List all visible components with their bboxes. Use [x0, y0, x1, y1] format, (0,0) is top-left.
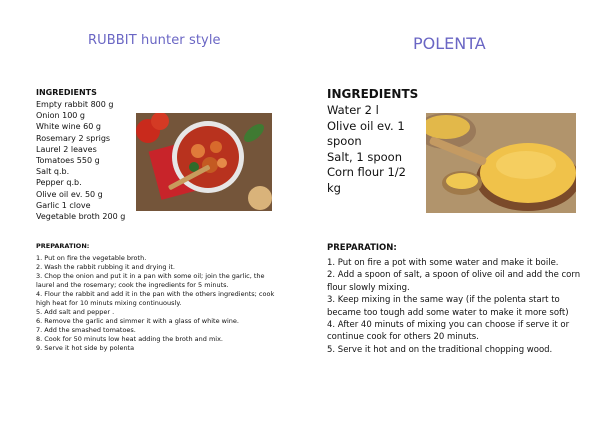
ingredient-item: Water 2 l [327, 103, 379, 117]
rabbit-preparation-heading: PREPARATION: [36, 242, 90, 250]
ingredient-item: Olive oil ev. 1 spoon [327, 118, 405, 148]
step-item: 5. Serve it hot and on the traditional chopping wood. [327, 344, 553, 355]
polenta-recipe-title: POLENTA [413, 34, 486, 53]
step-item: 8. Cook for 50 minuts low heat adding the broth and mix. [36, 335, 223, 343]
rabbit-ingredients-heading: INGREDIENTS [36, 88, 97, 97]
ingredient-item: Rosemary 2 sprigs [36, 133, 111, 143]
ingredient-item: Salt q.b. [36, 167, 70, 177]
ingredient-item: Pepper q.b. [36, 178, 82, 188]
ingredient-item: Laurel 2 leaves [36, 144, 97, 154]
step-item: 1. Put on fire the vegetable broth. [36, 254, 147, 262]
step-item: 9. Serve it hot side by polenta [36, 344, 135, 352]
ingredient-item: Garlic 1 clove [36, 200, 91, 210]
ingredient-item: Tomatoes 550 g [36, 156, 100, 166]
step-item: 4. After 40 minuts of mixing you can choose if serve it or continue cook for others 20 minuts. [327, 320, 570, 343]
polenta-photo [426, 113, 576, 213]
ingredient-item: Olive oil ev. 50 g [36, 189, 103, 199]
step-item: 6. Remove the garlic and simmer it with a glass of white wine. [36, 317, 239, 325]
polenta-ingredients-list [327, 103, 419, 196]
step-item: 4. Flour the rabbit and add it in the pan with the others ingredients; cook high heat for 10 minuts mixing continuously. [36, 290, 275, 307]
ingredient-item: Onion 100 g [36, 111, 85, 121]
step-item: 1. Put on fire a pot with some water and make it boile. [327, 258, 559, 268]
polenta-preparation-heading: PREPARATION: [327, 243, 397, 253]
ingredient-item: Salt, 1 spoon [327, 149, 402, 164]
step-item: 7. Add the smashed tomatoes. [36, 326, 136, 334]
ingredient-item: Corn flour 1/2 kg [327, 165, 406, 195]
rabbit-ingredients-list [36, 99, 125, 222]
ingredient-item: White wine 60 g [36, 122, 101, 132]
step-item: 5. Add salt and pepper . [36, 308, 115, 316]
step-item: 2. Add a spoon of salt, a spoon of olive oil and add the corn flour slowly mixing. [327, 270, 581, 293]
step-item: 2. Wash the rabbit rubbing it and drying it. [36, 263, 175, 271]
rabbit-stew-photo [136, 113, 272, 211]
polenta-steps-list [327, 257, 581, 356]
ingredient-item: Empty rabbit 800 g [36, 100, 114, 109]
step-item: 3. Chop the onion and put it in a pan with some oil; join the garlic, the laurel and the rosemary; cook the ingredients for 5 minuts. [36, 272, 265, 289]
rabbit-recipe-title: RUBBIT hunter style [88, 33, 221, 48]
ingredient-item: Vegetable broth 200 g [36, 212, 126, 222]
polenta-ingredients-heading: INGREDIENTS [327, 87, 419, 101]
step-item: 3. Keep mixing in the same way (if the polenta start to became too tough add some water to make it more soft) [327, 295, 569, 318]
rabbit-steps-list [36, 254, 280, 353]
